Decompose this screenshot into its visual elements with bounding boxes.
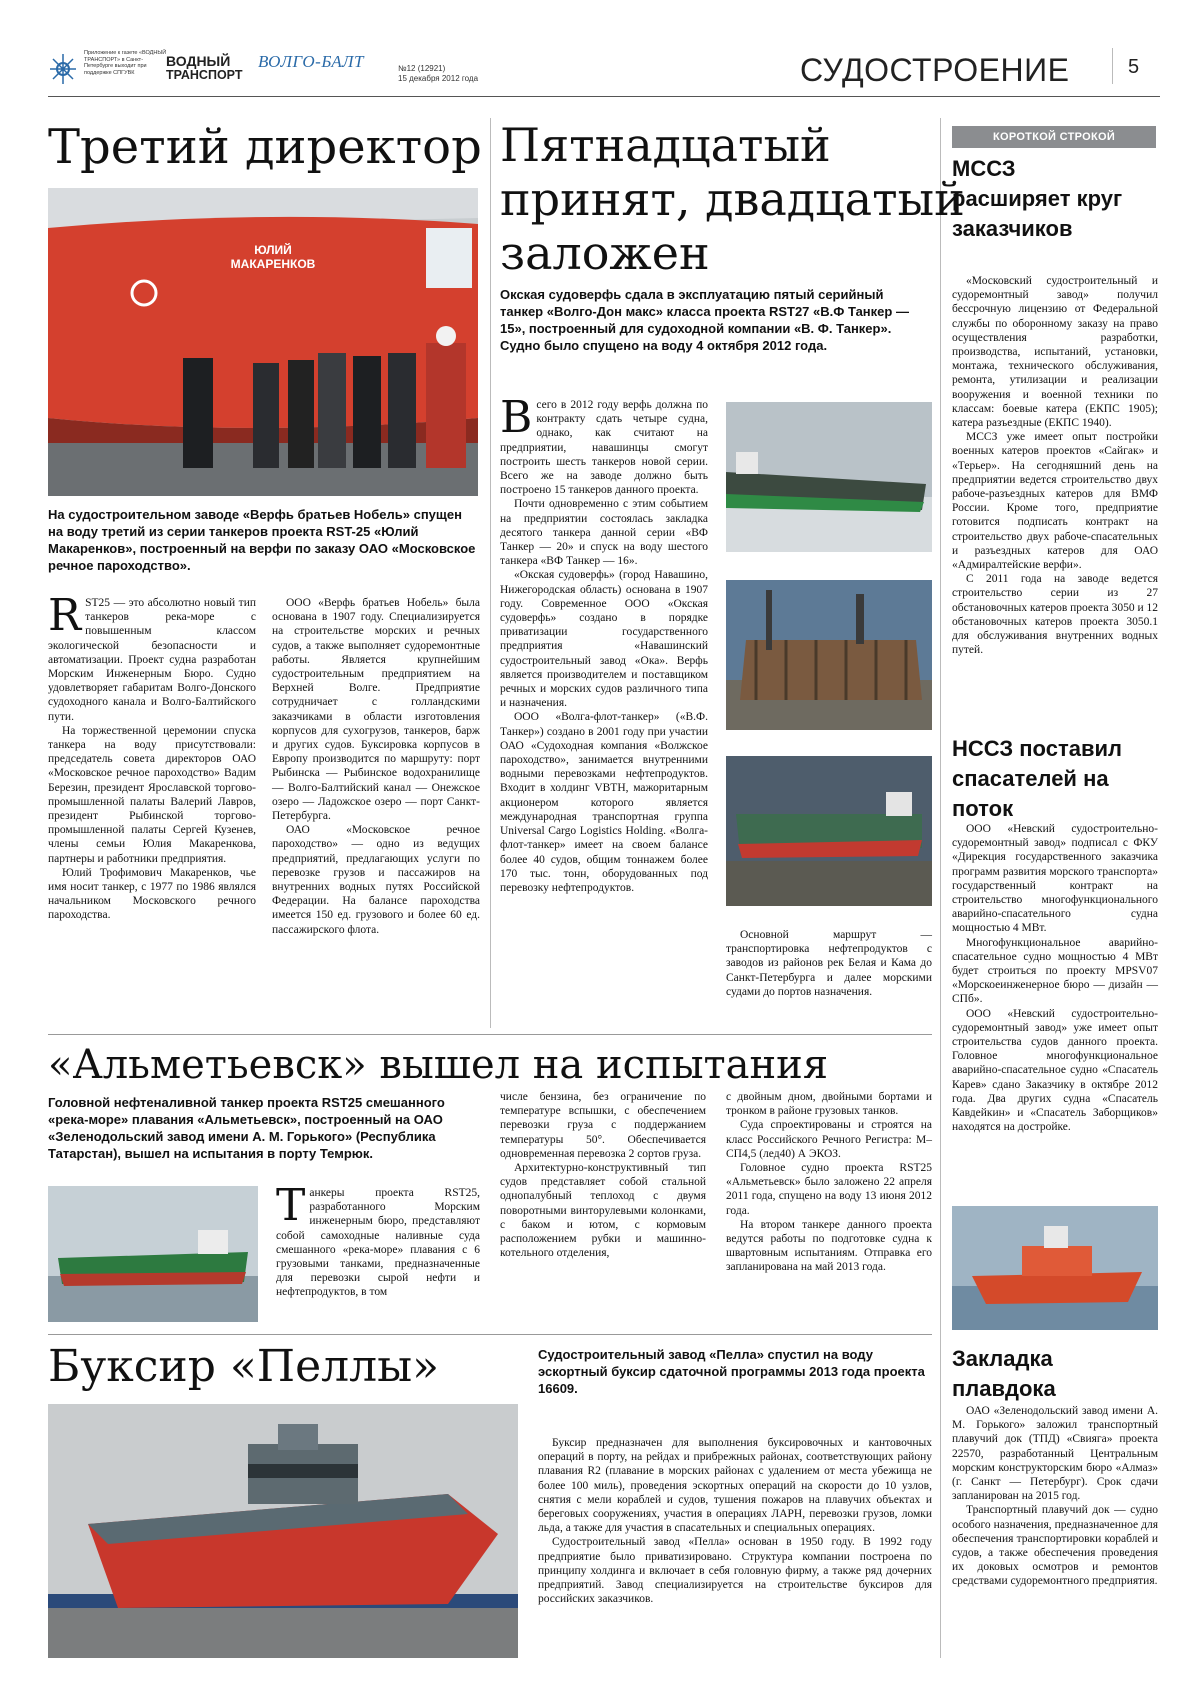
brand-name: ВОЛГО-БАЛТ <box>258 52 364 71</box>
article2-photo-2 <box>726 580 932 730</box>
article2-title-line3: заложен <box>500 226 710 280</box>
article2-p5: Основной маршрут — транспортировка нефтепродуктов с заводов из районов рек Белая и Кама до Санкт-Петербурга и далее морскими судами до портов назначения. <box>726 929 932 998</box>
article3-p3: Суда спроектированы и строятся на класс Российского Речного Регистра: М–СП4,5 (лед40) А ЭКОЗ. <box>726 1119 932 1160</box>
article1-p4: ООО «Верфь братьев Нобель» была основана в 1907 году. Специализируется на строительстве морских и речных судов, а также выполняет судоремонтные работы. Является крупнейшим судостроительным предприятием на Верхней Волге. Предприятие сотрудничает с голландскими заказчиками в области изготовления корпусов для сухогрузов, танкеров, барж и других судов. Буксировка корпусов в Европу производится по маршруту: порт Рыбинска — Рыбинское водохранилище — Волго-Балтийский канал — Онежское озеро — Ладожское озеро — порт Санкт-Петербурга. <box>272 597 480 823</box>
sidebar-rubric-label: КОРОТКОЙ СТРОКОЙ <box>992 131 1116 143</box>
article3-col1 <box>276 1180 480 1300</box>
sidebar-news1-p1: «Московский судостроительный и судоремонтный завод» получил бессрочную лицензию от Федеральной службы по оборонному заказу на право осуществления разработки, производства, испытаний, установки, монтажа, технического обслуживания, ремонта, утилизации и реализации вооружения и военной техники по классам: боевые катера (ЕКПС 1905); катера разъездные (ЕКПС 1940). <box>952 275 1158 430</box>
article2-title-line2: принят, двадцатый <box>500 172 965 226</box>
article3-p1-cont: числе бензина, без ограничение по температуре вспышки, с обеспечением перевозки груза с поддержанием температуры 50°. Обеспечивается одновременная перевозка 2 сортов груза. <box>500 1091 706 1160</box>
newspaper-logo-icon <box>48 52 78 86</box>
article1-dropcap: R <box>48 590 82 641</box>
article4-p1: Буксир предназначен для выполнения буксировочных и кантовочных операций в порту, на рейдах и прибрежных районах, соответствующих району плавания R2 (плавание в морских районах с удалением от места убежища не более 100 миль), проведения эскортных операций на скорости до 10 узлов, снятия с мели кораблей и судов, тушения пожаров на плавучих объектах и береговых сооружениях, участия в операциях ЛАРН, перевозки грузов, ломки льда, а также для участия в спасательных и специальных операциях. <box>538 1437 932 1535</box>
article2-p1: сего в 2012 году верфь должна по контракту сдать четыре судна, однако, как считают на предприятии, навашинцы смогут построить шесть танкеров новой серии. Всего же на заводе должно быть построено 15 танкеров данного проекта. <box>500 399 708 497</box>
article3-p5: На втором танкере данного проекта ведутся работы по подготовке судна к швартовным испытаниям. Отправка его запланирована на май 2013 года. <box>726 1218 932 1274</box>
sidebar-news3-p2: Транспортный плавучий док — судно особого назначения, предназначенное для обеспечения транспортировки кораблей и судов, а также обеспечения проведения их доковых осмотров и ремонтов средствами судоремонтного предприятия. <box>952 1504 1158 1588</box>
sidebar-rescue-ship-photo <box>952 1206 1158 1330</box>
article2-text-col <box>500 392 708 895</box>
article1-p3: Юлий Трофимович Макаренков, чье имя носит танкер, с 1977 по 1986 являлся начальником Московского речного пароходства. <box>48 866 256 922</box>
article1-col1 <box>48 590 256 923</box>
sidebar-news2-p1: ООО «Невский судостроительно-судоремонтный завод» подписал с ФКУ «Дирекция государственного заказчика программ развития морского транспорта» государственный контракт на строительство многофункционального аварийно-спасательного судна мощностью 4 МВт. <box>952 823 1158 935</box>
page-header <box>48 46 1160 96</box>
supplement-text: Приложение к газете «ВОДНЫЙ ТРАНСПОРТ» в Санкт-Петербурге выходит при поддержке СПГУВК <box>84 50 167 76</box>
sidebar-news3-p1: ОАО «Зеленодольский завод имени А. М. Горького» заложил транспортный плавучий док (ТПД) «Свияга» проекта 22570, разработанный Центральным морским конструкторским бюро «Алмаз» (г. Санкт — Петербург). Срок сдачи запланирован на 2015 год. <box>952 1405 1158 1503</box>
article3-p2-cont: с двойным дном, двойными бортами и тронком в районе грузовых танков. <box>726 1091 932 1118</box>
header-divider <box>1112 48 1113 84</box>
sidebar-news1-title: МССЗ расширяет круг заказчиков <box>952 156 1123 241</box>
article4-text <box>538 1436 932 1606</box>
sidebar-rubric <box>952 126 1156 148</box>
article3-p1: анкеры проекта RST25, разработанного Морским инженерным бюро, представляют собой самоходные наливные суда смешанного «река-море» плавания с 6 грузовыми танками, предназначенные для перевозки сырой нефти и нефтепродуктов, в том <box>276 1187 480 1299</box>
sidebar-news2-title: НССЗ поставил спасателей на поток <box>952 736 1122 821</box>
article1-p5: ОАО «Московское речное пароходство» — одно из ведущих предприятий, предлагающих услуги по перевозке грузов и пассажиров на внутренних водных путях Российской Федерации. На балансе пароходства имеется 150 ед. грузового и более 60 ед. пассажирского флота. <box>272 824 480 936</box>
header-rule <box>48 96 1160 97</box>
sidebar-news3-text <box>952 1404 1158 1589</box>
article1-lead: На судостроительном заводе «Верфь братьев Нобель» спущен на воду третий из серии танкеров проекта RST-25 «Юлий Макаренков», построенный на верфи по заказу ОАО «Московское речное пароходство». <box>48 507 476 573</box>
article2-lead: Окская судоверфь сдала в эксплуатацию пятый серийный танкер «Волго-Дон макс» класса проекта RST27 «В.Ф Танкер — 15», построенный для судоходной компании «В. Ф. Танкер». Судно было спущено на воду 4 октября 2012 года. <box>500 287 909 353</box>
sidebar-news2-text <box>952 822 1158 1134</box>
article1-photo <box>48 188 478 496</box>
article3-dropcap: Т <box>276 1180 306 1231</box>
article3-photo <box>48 1186 258 1322</box>
article2-photo-1 <box>726 402 932 552</box>
logo-line2: ТРАНСПОРТ <box>166 68 243 82</box>
article2-photo-3 <box>726 756 932 906</box>
article3-p4: Головное судно проекта RST25 «Альметьевск» было заложено 22 апреля 2011 года, спущено на воду 13 июня 2012 года. <box>726 1162 932 1217</box>
ship-name-on-hull: ЮЛИЙ МАКАРЕНКОВ <box>230 243 316 271</box>
article3-p2: Архитектурно-конструктивный тип судов представляет собой стальной однопалубный теплоход с двумя поворотными винторулевыми колонками, с баком и ютом, с кормовым расположением рубки и машинно-котельного отделения, <box>500 1162 706 1260</box>
article2-p4: ООО «Волга-флот-танкер» («В.Ф. Танкер») создано в 2001 году при участии ОАО «Судоходная компания «Волжское пароходство», занимается внутренними водными перевозками нефтепродуктов. Входит в холдинг VBTH, мажоритарным акционером которого является международная транспортная группа Universal Cargo Logistics Holding. «Волга-флот-танкер» имеет на своем балансе более 40 судов, общим тоннажем более 170 тыс. тонн, оборудованных под перевозку нефтепродуктов. <box>500 711 708 894</box>
article1-title: Третий директор <box>48 119 482 175</box>
sidebar-news1-p3: С 2011 года на заводе ведется строительство серии из 27 обстановочных катеров проекта 3050 и 12 обстановочных катеров проекта 3050.1 для обслуживания внутренних водных путей. <box>952 573 1159 657</box>
article4-photo <box>48 1404 518 1658</box>
sidebar-news1-text <box>952 274 1158 657</box>
article1-p2: На торжественной церемонии спуска танкера на воду присутствовали: председатель совета директоров ОАО «Московское речное пароходство» Вадим Березин, президент Ярославской торгово-промышленной палаты Валерий Лавров, президент Рыбинской торгово-промышленной палаты Сергей Кузенев, члены семьи Юлия Макаренкова, партнеры и работники предприятия. <box>48 724 256 865</box>
article4-lead: Судостроительный завод «Пелла» спустил на воду эскортный буксир сдаточной программы 2013 года проекта 16609. <box>538 1347 925 1396</box>
article3-lead: Головной нефтеналивной танкер проекта RST25 смешанного «река-море» плавания «Альметьевск», построенный на ОАО «Зеленодольский завод имени А. М. Горького» (Республика Татарстан), вышел на испытания в порту Темрюк. <box>48 1095 445 1161</box>
issue-date: 15 декабря 2012 года <box>398 74 479 83</box>
sidebar-news1-p2: МССЗ уже имеет опыт постройки военных катеров проектов «Сайгак» и «Терьер». На сегодняшний день на предприятии ведется строительство двух рабоче-разъездных катеров для ВМФ России. Кроме того, предприятие готовится подписать контракт на строительство двух рабоче-спасательных и разъездных катеров для ОАО «Адмиралтейские верфи». <box>952 431 1158 572</box>
logo-line1: ВОДНЫЙ <box>166 53 231 69</box>
col-divider-1 <box>490 118 491 1028</box>
article2-p2: Почти одновременно с этим событием на предприятии состоялась закладка десятого танкера данной серии «ВФ Танкер — 20» и спуск на воду шестого танкера «ВФ Танкер — 16». <box>500 498 708 568</box>
col-divider-2 <box>940 118 941 1658</box>
article3-col2 <box>500 1090 706 1260</box>
article1-p1: ST25 — это абсолютно новый тип танкеров река-море с повышенным классом экологической безопасности и автоматизации. Проект судна разработан Морским Инженерным Бюро. Судно удовлетворяет габаритам Волго-Донского судоходного канала и Волго-Балтийского пути. <box>48 597 256 723</box>
sidebar-news3-title: Закладка плавдока <box>952 1346 1056 1401</box>
article2-p3: «Окская судоверфь» (город Навашино, Нижегородская область) основана в 1907 году. Современное ООО «Окская судоверфь» создано в порядке приватизации государственного предприятия «Навашинский судостроительный завод «Ока». Верфь является производителем и поставщиком речных и морских судов различного типа и назначения. <box>500 569 708 710</box>
article4-top-rule <box>48 1334 932 1335</box>
article2-dropcap: В <box>500 392 533 443</box>
article3-col3 <box>726 1090 932 1275</box>
article4-p2: Судостроительный завод «Пелла» основан в 1950 году. В 1992 году предприятие было приватизировано. Структура компании построена по принципу холдинга и включает в себя головную фирму, а также ряд дочерних предприятий. Завод специализируется на строительстве буксиров для российских заказчиков. <box>538 1536 932 1606</box>
article1-col2 <box>272 596 480 937</box>
sidebar-news2-p3: ООО «Невский судостроительно-судоремонтный завод» уже имеет опыт строительства судов данного проекта. Головное многофункциональное аварийно-спасательное судно «Спасатель Карев» сдано Заказчику в октябре 2012 года. Два других судна «Спасатель Кавдейкин» и «Спасатель Заборщиков» находятся на достройке. <box>952 1007 1158 1134</box>
page-number: 5 <box>1128 56 1140 78</box>
article3-top-rule <box>48 1034 932 1035</box>
article2-title-line1: Пятнадцатый <box>500 118 831 172</box>
section-title: СУДОСТРОЕНИЕ <box>800 52 1070 88</box>
article4-title: Буксир «Пеллы» <box>48 1341 440 1392</box>
issue-number: №12 (12921) <box>398 64 446 73</box>
article3-title: «Альметьевск» вышел на испытания <box>48 1042 829 1088</box>
sidebar-news2-p2: Многофункциональное аварийно-спасательное судно мощностью 4 МВт будет строиться по проекту MPSV07 «Морскоеинженерное бюро — дизайн — СПб». <box>952 936 1158 1006</box>
article2-route <box>726 928 932 999</box>
